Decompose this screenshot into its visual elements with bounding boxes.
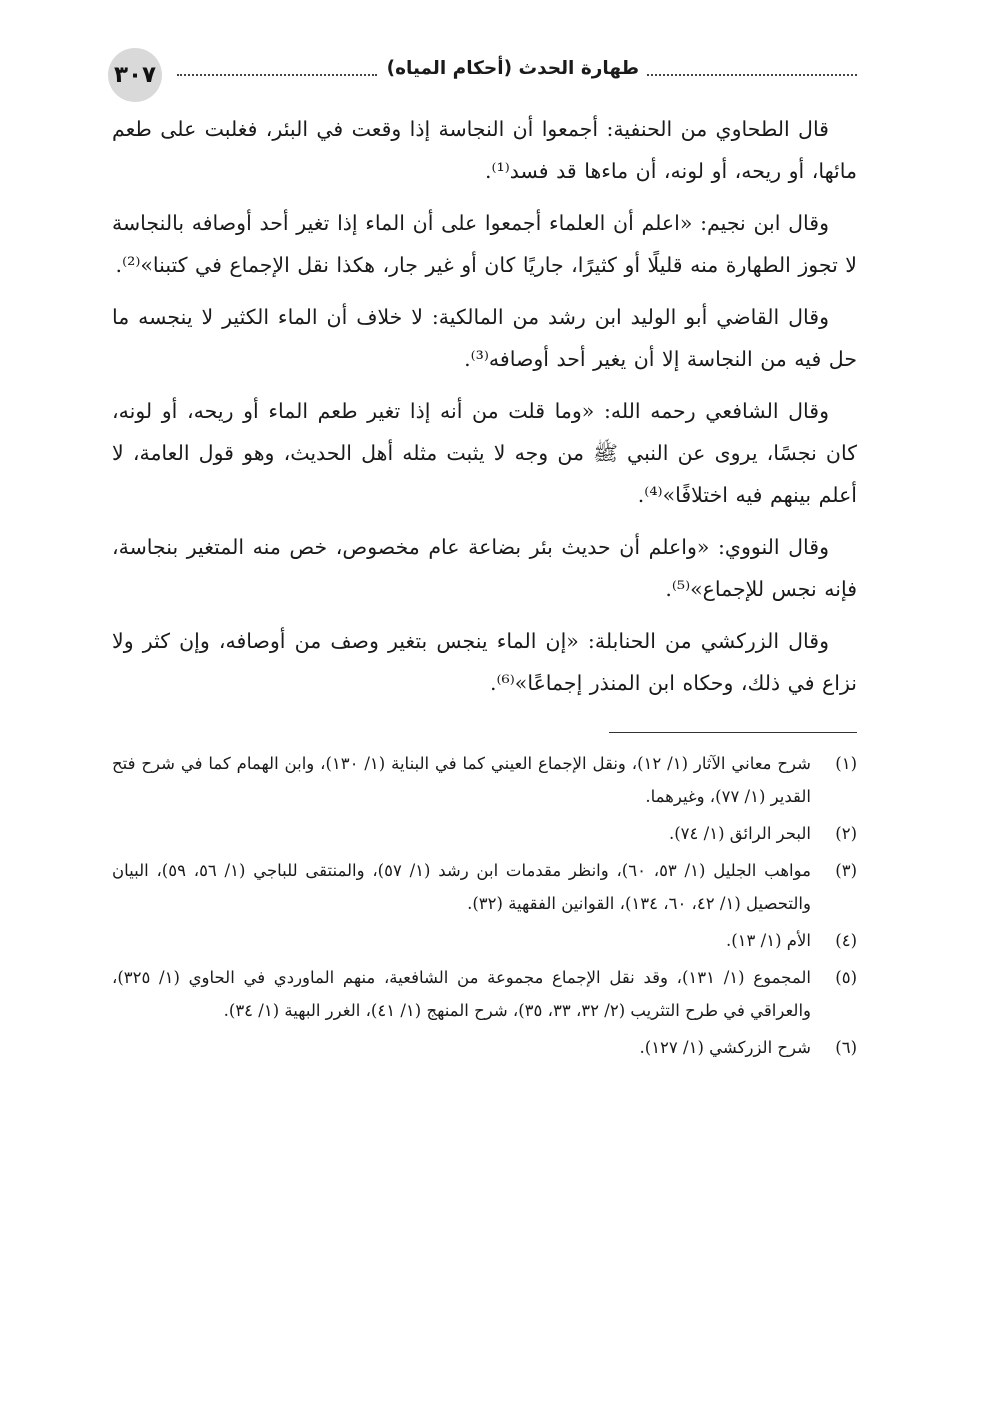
footnote-item <box>112 1031 857 1064</box>
paragraph-tahawi: قال الطحاوي من الحنفية: أجمعوا أن النجاسة إذا وقعت في البئر، فغلبت على طعم مائها، أو ريحه، أو لونه، أن ماءها قد فسد⁽¹⁾. <box>112 117 857 183</box>
footnote-item <box>112 924 857 957</box>
footnote-separator <box>609 732 857 733</box>
footnote-item <box>112 961 857 1027</box>
footnote-separator-wrap <box>112 714 857 747</box>
page-number-badge: ٣٠٧ <box>108 48 162 102</box>
footnote-item <box>112 747 857 813</box>
footnote-text: شرح معاني الآثار (١/ ١٢)، ونقل الإجماع العيني كما في البناية (١/ ١٣٠)، وابن الهمام كما في شرح فتح القدير (١/ ٧٧)، وغيرهما. <box>112 754 811 806</box>
footnote-text: الأم (١/ ١٣). <box>725 931 811 950</box>
paragraph-zarkashi: وقال الزركشي من الحنابلة: «إن الماء ينجس بتغير وصف من أوصافه، وإن كثر ولا نزاع في ذلك، وحكاه ابن المنذر إجماعًا»⁽⁶⁾. <box>112 629 857 695</box>
footnote-text: شرح الزركشي (١/ ١٢٧). <box>639 1038 811 1057</box>
footnote-number: (٣) <box>835 861 857 880</box>
paragraph-nawawi: وقال النووي: «واعلم أن حديث بئر بضاعة عام مخصوص، خص منه المتغير بنجاسة، فإنه نجس للإجماع»⁽⁵⁾. <box>112 535 857 601</box>
footnote-number: (١) <box>835 754 857 773</box>
footnote-text: المجموع (١/ ١٣١)، وقد نقل الإجماع مجموعة من الشافعية، منهم الماوردي في الحاوي (١/ ٣٢٥)، والعراقي في طرح التثريب (٢/ ٣٢، ٣٣، ٣٥)، شرح المنهج (١/ ٤١)، الغرر البهية (١/ ٣٤). <box>112 968 811 1020</box>
running-title: طهارة الحدث (أحكام المياه) <box>386 58 639 79</box>
main-text <box>112 108 857 704</box>
footnote-number: (٢) <box>835 824 857 843</box>
page-header <box>112 40 857 108</box>
footnote-text: البحر الرائق (١/ ٧٤). <box>668 824 811 843</box>
footnotes <box>112 747 857 1064</box>
footnote-number: (٥) <box>835 968 857 987</box>
header-dotted-leader-right <box>647 74 857 76</box>
paragraph-ibn-nujaym: وقال ابن نجيم: «اعلم أن العلماء أجمعوا على أن الماء إذا تغير أحد أوصافه بالنجاسة لا تجوز الطهارة منه قليلًا أو كثيرًا، جاريًا كان أو غير جار، هكذا نقل الإجماع في كتبنا»⁽²⁾. <box>112 211 857 277</box>
footnote-item <box>112 854 857 920</box>
header-dotted-leader-left <box>177 74 377 76</box>
footnote-item <box>112 817 857 850</box>
paragraph-shafii: وقال الشافعي رحمه الله: «وما قلت من أنه إذا تغير طعم الماء أو ريحه، أو لونه، كان نجسًا، يروى عن النبي ﷺ من وجه لا يثبت مثله أهل الحديث، وهو قول العامة، لا أعلم بينهم فيه اختلافًا»⁽⁴⁾. <box>112 399 857 507</box>
book-page <box>112 40 857 1068</box>
footnote-number: (٤) <box>835 931 857 950</box>
footnote-number: (٦) <box>835 1038 857 1057</box>
paragraph-ibn-rushd: وقال القاضي أبو الوليد ابن رشد من المالكية: لا خلاف أن الماء الكثير لا ينجسه ما حل فيه من النجاسة إلا أن يغير أحد أوصافه⁽³⁾. <box>112 305 857 371</box>
footnote-text: مواهب الجليل (١/ ٥٣، ٦٠)، وانظر مقدمات ابن رشد (١/ ٥٧)، والمنتقى للباجي (١/ ٥٦، ٥٩)، البيان والتحصيل (١/ ٤٢، ٦٠، ١٣٤)، القوانين الفقهية (٣٢). <box>112 861 811 913</box>
